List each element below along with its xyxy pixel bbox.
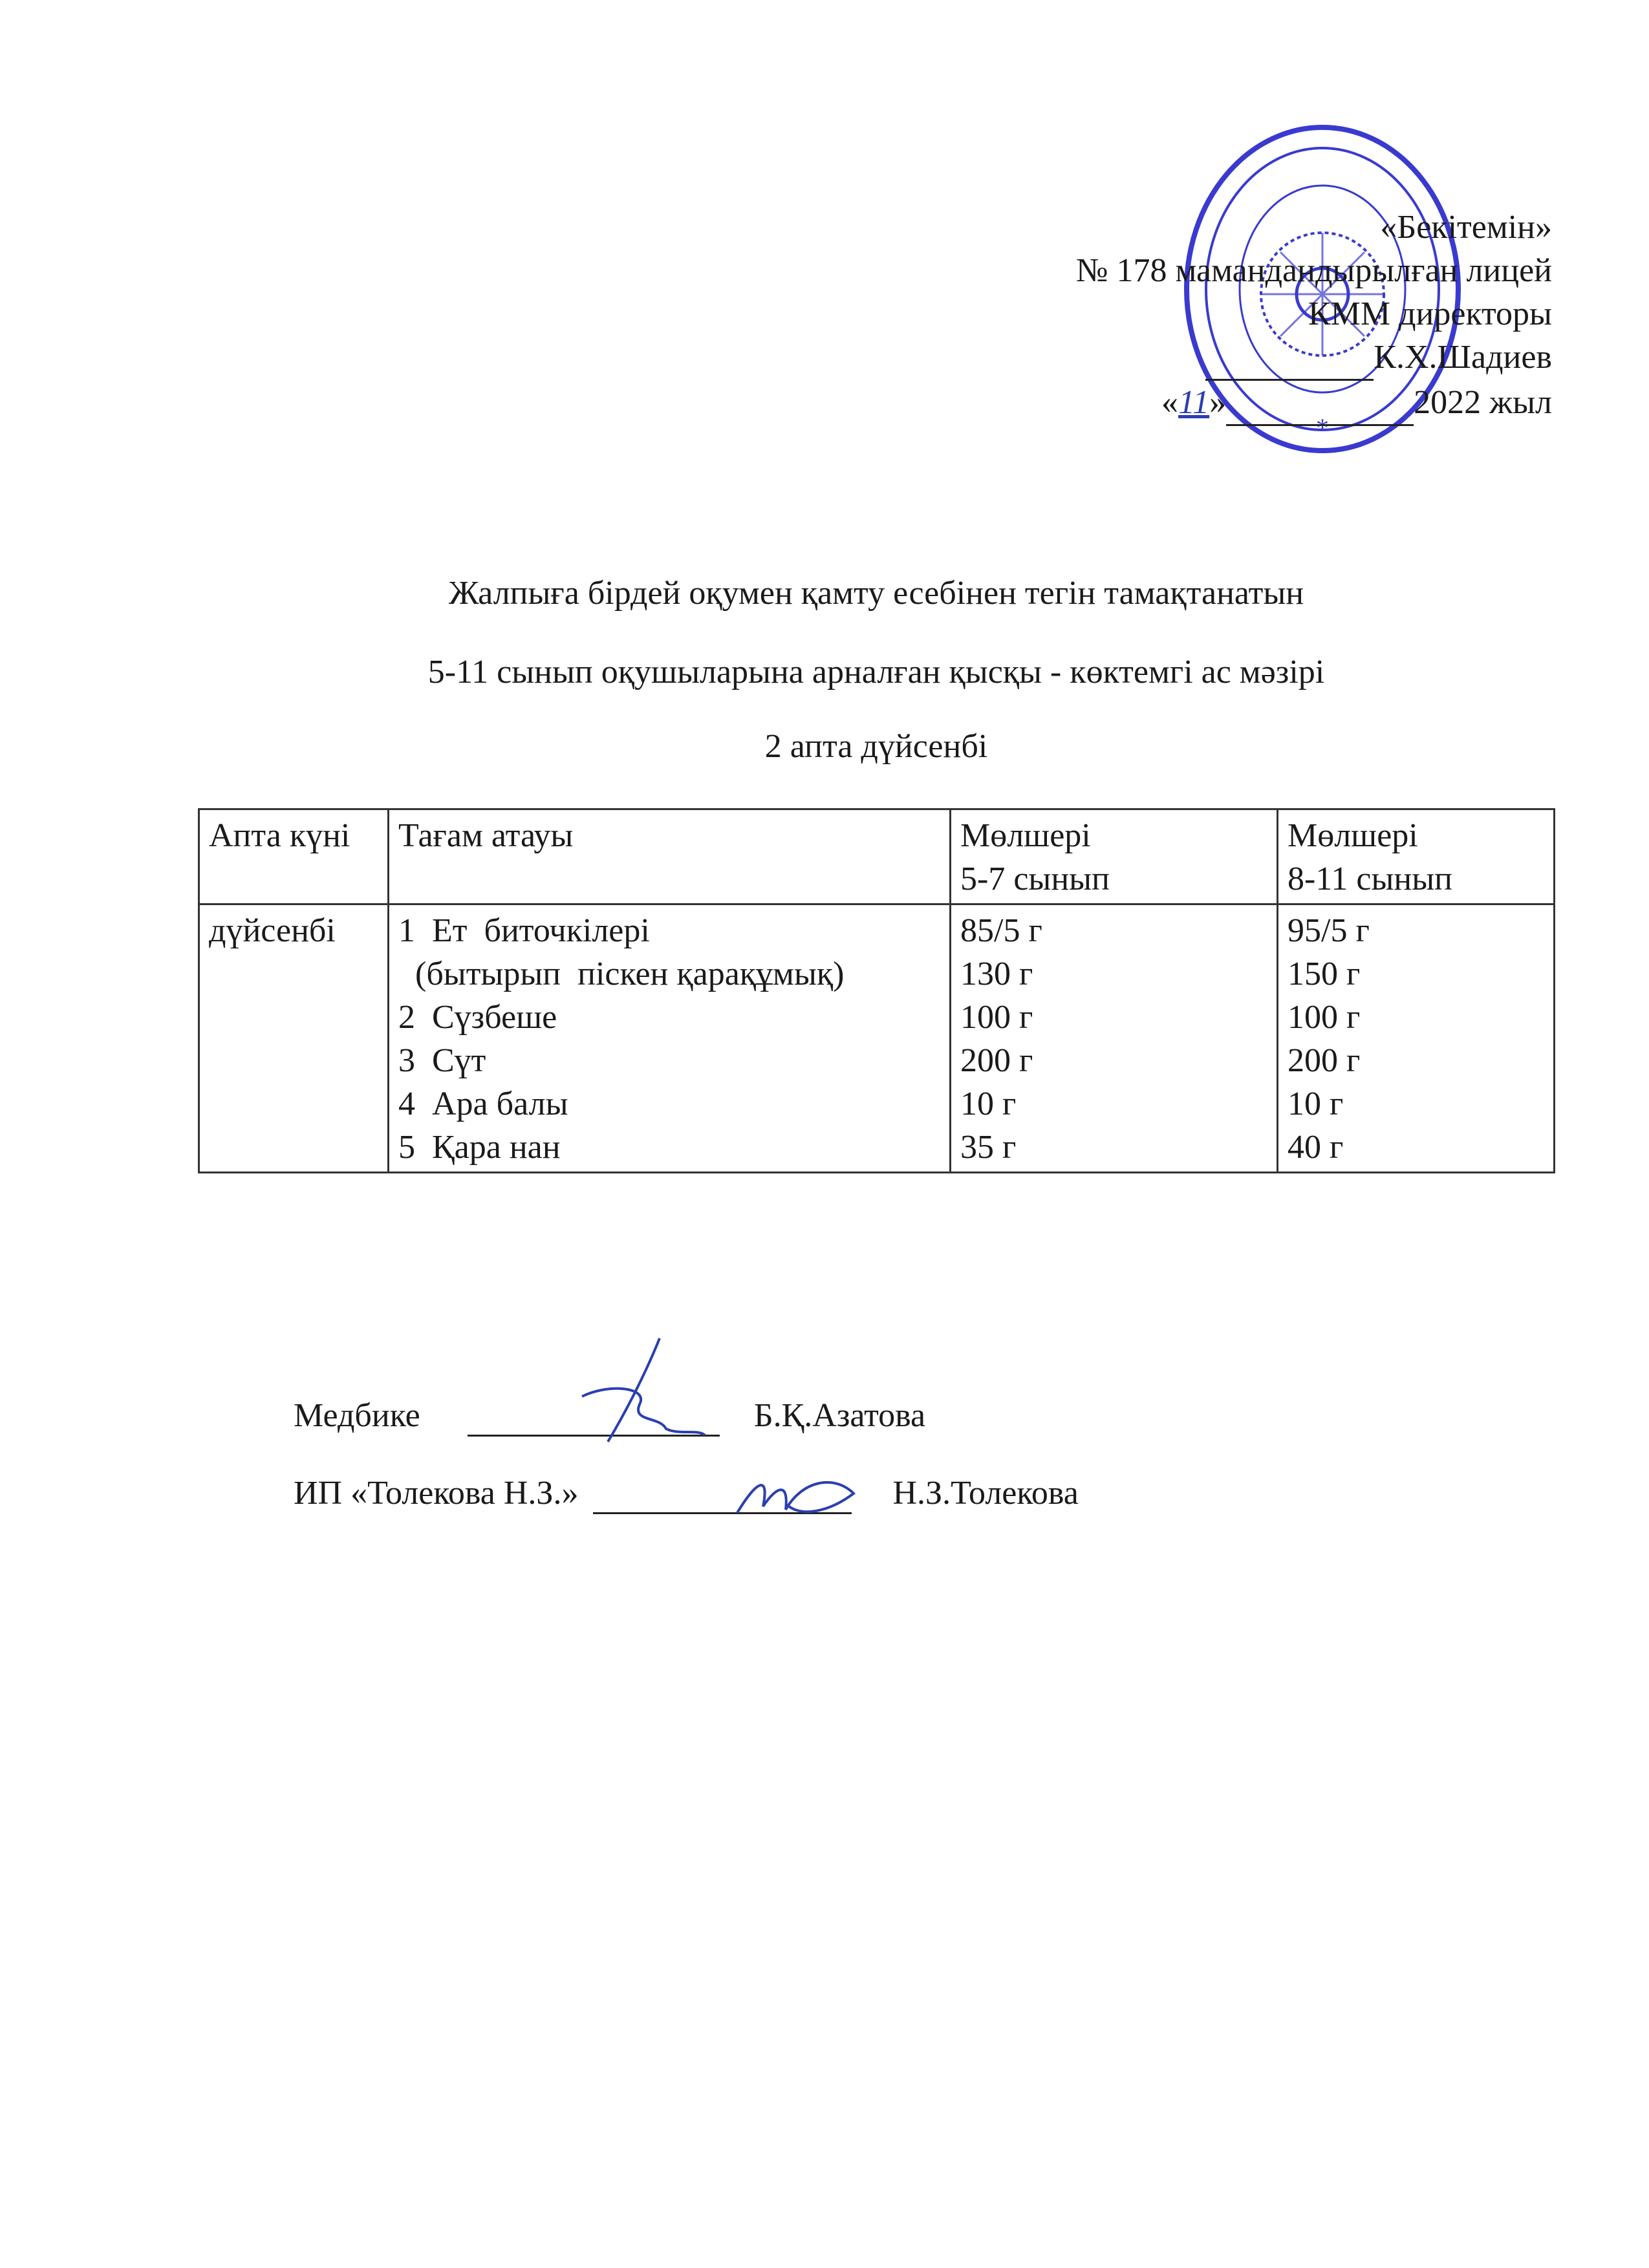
approval-date-year: 2022 жыл (1414, 384, 1552, 421)
day-cell: дүйсенбі (199, 904, 389, 1173)
ip-signature-line (294, 1474, 1079, 1514)
dish-item: 1 Ет биточкілері (398, 912, 650, 949)
qty-value: 200 г (960, 1042, 1033, 1079)
header-grade-label: 8-11 сынып (1288, 861, 1452, 897)
document-subtitle: 2 апта дүйсенбі (764, 728, 988, 765)
nurse-signature (569, 1332, 724, 1448)
qty-value: 100 г (1288, 999, 1361, 1036)
svg-text:*: * (1316, 413, 1329, 442)
qty-value: 100 г (960, 999, 1033, 1036)
qty-value: 130 г (960, 956, 1033, 992)
approval-block (1076, 206, 1552, 426)
qty-value: 35 г (960, 1129, 1017, 1166)
qty-value: 40 г (1288, 1129, 1344, 1166)
qty-value: 95/5 г (1288, 912, 1370, 949)
nurse-name: Б.Қ.Азатова (753, 1397, 926, 1434)
header-qty-8-11 (1278, 809, 1555, 904)
header-dish: Тағам атауы (389, 809, 951, 904)
document-title-line1: Жалпыға бірдей оқумен қамту есебінен тегін тамақтанатын (448, 575, 1304, 612)
dish-item: (бытырып піскен қарақұмық) (398, 956, 845, 992)
qty-8-11-cell (1278, 904, 1555, 1173)
nurse-role: Медбике (294, 1397, 420, 1434)
dish-item: 4 Ара балы (398, 1086, 568, 1122)
dish-item: 3 Сүт (398, 1042, 486, 1079)
qty-value: 85/5 г (960, 912, 1042, 949)
approval-signer-name: К.Х.Шадиев (1374, 339, 1552, 376)
approval-position: КММ директоры (1308, 295, 1552, 332)
header-qty-5-7 (951, 809, 1278, 904)
qty-value: 200 г (1288, 1042, 1361, 1079)
table-header-row (199, 809, 1555, 904)
dish-item: 2 Сүзбеше (398, 999, 557, 1036)
document-title-line2: 5-11 сынып оқушыларына арналған қысқы - көктемгі ас мәзірі (427, 654, 1325, 690)
ip-role: ИП «Толекова Н.З.» (294, 1475, 579, 1512)
ip-name: Н.З.Толекова (892, 1475, 1079, 1512)
approval-heading: «Бекітемін» (1380, 209, 1552, 246)
ip-signature (731, 1468, 873, 1526)
approval-organization: № 178 мамандандырылған лицей (1075, 252, 1552, 289)
header-qty-label: Мөлшері (1288, 817, 1418, 854)
qty-value: 10 г (960, 1086, 1017, 1122)
approval-date-day: 11 (1178, 384, 1210, 421)
table-row (199, 904, 1555, 1173)
dish-cell (389, 904, 951, 1173)
qty-5-7-cell (951, 904, 1278, 1173)
dish-item: 5 Қара нан (398, 1129, 561, 1166)
header-day: Апта күні (199, 809, 389, 904)
qty-value: 10 г (1288, 1086, 1344, 1122)
approval-signer (1076, 336, 1552, 381)
approval-date: «11» 2022 жыл (1076, 381, 1552, 426)
header-grade-label: 5-7 сынып (960, 861, 1110, 897)
header-qty-label: Мөлшері (960, 817, 1091, 854)
menu-table (198, 808, 1555, 1173)
qty-value: 150 г (1288, 956, 1361, 992)
